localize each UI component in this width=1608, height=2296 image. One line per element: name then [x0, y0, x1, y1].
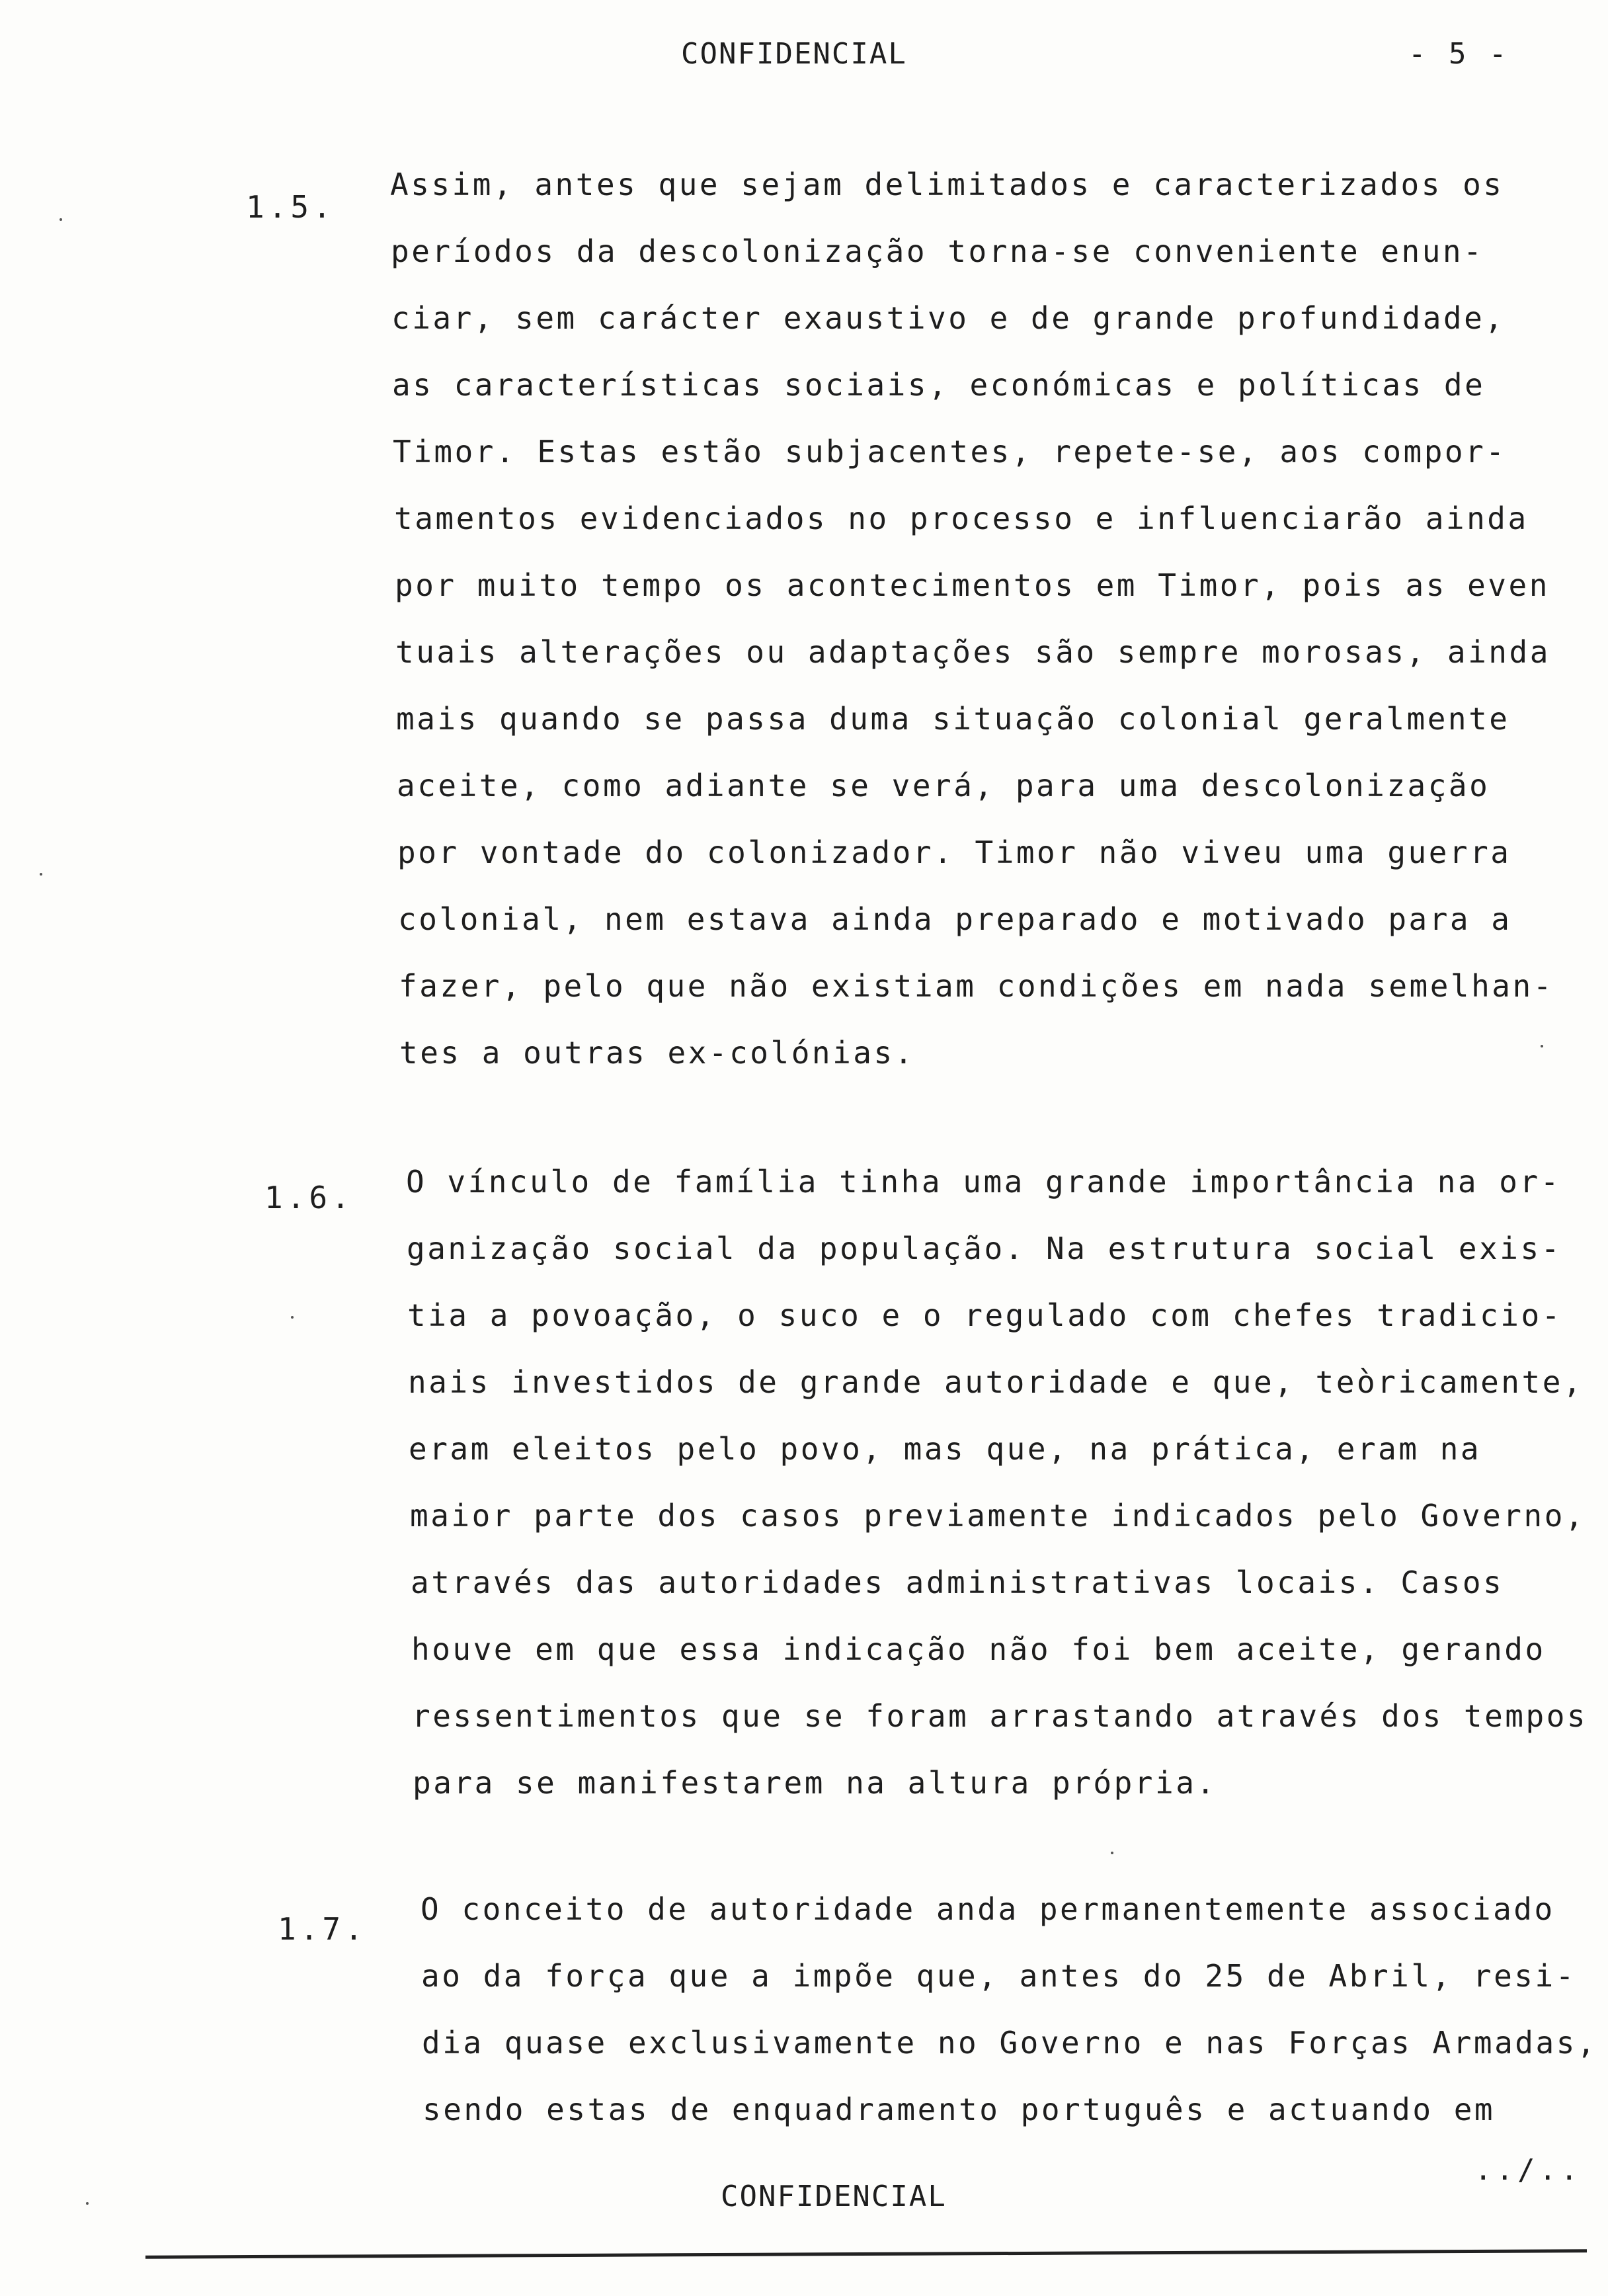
footer-classification: CONFIDENCIAL — [721, 2180, 947, 2213]
text-line: por muito tempo os acontecimentos em Timor, pois as even — [395, 567, 1550, 603]
continuation-mark: ../.. — [1474, 2153, 1582, 2187]
text-line: dia quase exclusivamente no Governo e nas Forças Armadas, — [422, 2025, 1598, 2061]
text-line: O vínculo de família tinha uma grande importância na or- — [406, 1164, 1561, 1200]
section-number: 1.7. — [278, 1911, 367, 1947]
text-line: ao da força que a impõe que, antes do 25 de Abril, resi- — [421, 1958, 1576, 1994]
text-line: ganização social da população. Na estrutura social exis- — [407, 1231, 1562, 1266]
text-line: colonial, nem estava ainda preparado e motivado para a — [398, 901, 1512, 937]
text-line: tia a povoação, o suco e o regulado com chefes tradicio- — [407, 1297, 1562, 1333]
text-line: tes a outras ex-colónias. — [399, 1035, 915, 1071]
text-line: através das autoridades administrativas locais. Casos — [411, 1565, 1504, 1600]
text-line: por vontade do colonizador. Timor não viveu uma guerra — [397, 835, 1511, 870]
text-line: tuais alterações ou adaptações são sempre morosas, ainda — [395, 634, 1550, 670]
scan-speck — [86, 2202, 89, 2205]
text-line: aceite, como adiante se verá, para uma descolonização — [397, 768, 1490, 803]
text-line: tamentos evidenciados no processo e influenciarão ainda — [394, 501, 1529, 536]
bottom-rule — [145, 2249, 1587, 2259]
scan-speck — [1111, 1852, 1113, 1854]
header-classification: CONFIDENCIAL — [681, 37, 907, 71]
text-line: nais investidos de grande autoridade e que, teòricamente, — [408, 1364, 1584, 1400]
page-number: - 5 - — [1408, 37, 1509, 71]
text-line: sendo estas de enquadramento português e actuando em — [422, 2092, 1496, 2127]
section-number: 1.6. — [264, 1180, 354, 1215]
text-line: para se manifestarem na altura própria. — [413, 1765, 1217, 1801]
text-line: fazer, pelo que não existiam condições em nada semelhan- — [399, 968, 1554, 1004]
text-line: maior parte dos casos previamente indicados pelo Governo, — [410, 1498, 1586, 1534]
text-line: Timor. Estas estão subjacentes, repete-se, aos compor- — [393, 434, 1507, 470]
text-line: eram eleitos pelo povo, mas que, na prática, eram na — [409, 1431, 1482, 1467]
text-line: mais quando se passa duma situação colonial geralmente — [396, 701, 1510, 737]
text-line: Assim, antes que sejam delimitados e caracterizados os — [390, 167, 1504, 202]
scan-speck — [291, 1316, 294, 1319]
text-line: as características sociais, económicas e políticas de — [392, 367, 1486, 403]
scan-speck — [1541, 1045, 1543, 1047]
text-line: períodos da descolonização torna-se conveniente enun- — [391, 233, 1484, 269]
text-line: ressentimentos que se foram arrastando através dos tempos — [412, 1698, 1588, 1734]
text-line: O conceito de autoridade anda permanentemente associado — [421, 1891, 1555, 1927]
scan-speck — [60, 218, 62, 221]
text-line: houve em que essa indicação não foi bem aceite, gerando — [411, 1631, 1546, 1667]
scan-speck — [40, 873, 42, 876]
section-number: 1.5. — [246, 189, 335, 225]
text-line: ciar, sem carácter exaustivo e de grande profundidade, — [391, 300, 1506, 336]
